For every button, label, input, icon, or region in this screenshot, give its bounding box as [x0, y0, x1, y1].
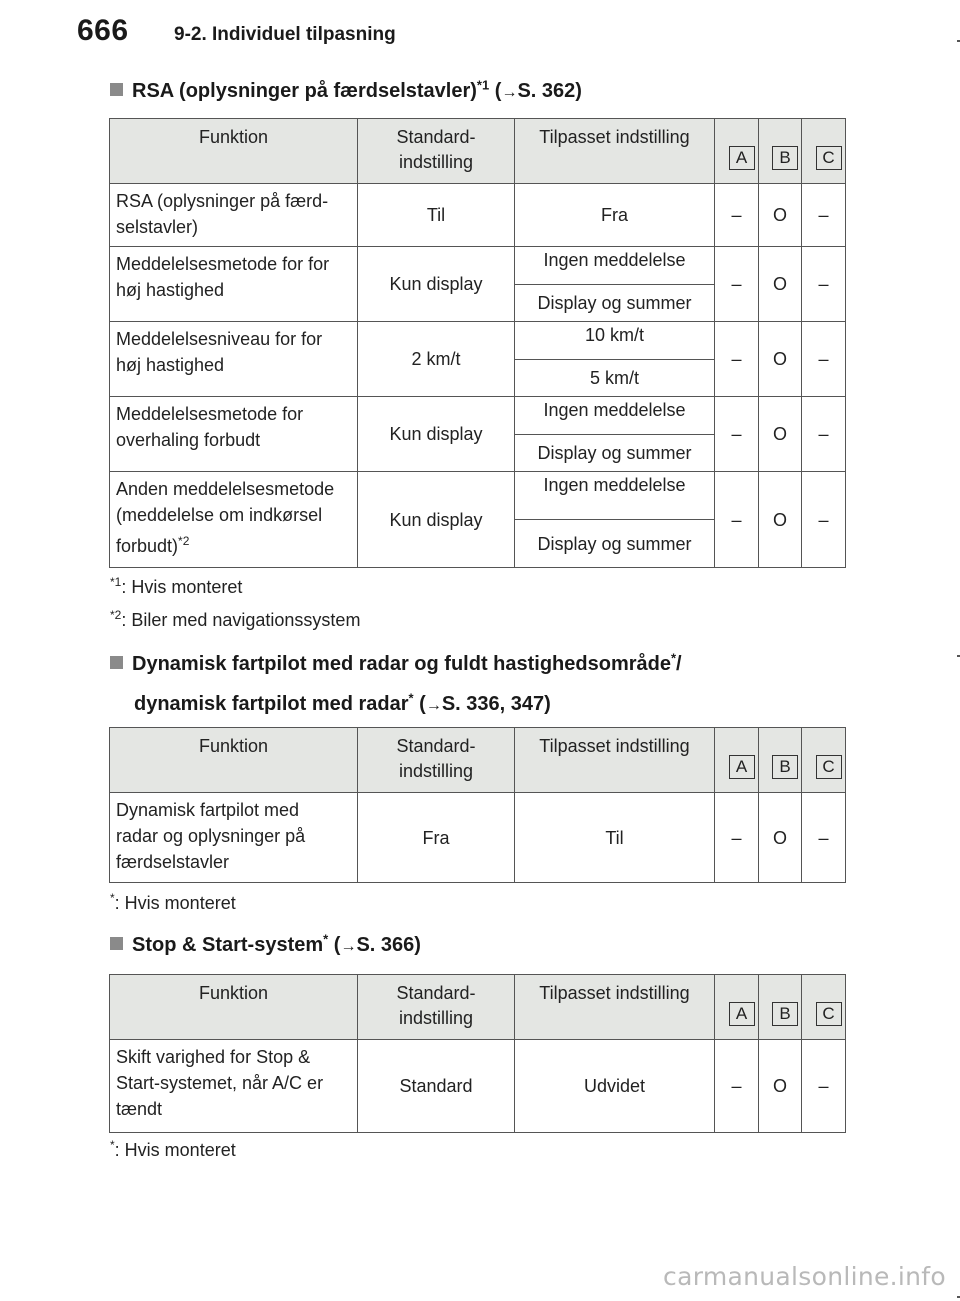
page-reference-link[interactable]: S. 336, 347) — [441, 693, 551, 715]
column-a-cell: – — [715, 472, 759, 568]
footnote: *: Hvis monteret — [110, 891, 236, 913]
col-standard: Standard- indstilling — [358, 975, 515, 1040]
running-header: 9-2. Individuel tilpasning — [174, 24, 396, 45]
default-value-cell: Fra — [358, 793, 515, 883]
column-a-cell: – — [715, 184, 759, 247]
default-value-cell: Til — [358, 184, 515, 247]
column-b-cell: O — [759, 472, 802, 568]
option-cell: Ingen meddelelse — [515, 472, 715, 520]
default-value-cell: Kun display — [358, 397, 515, 472]
col-a: A — [715, 119, 759, 184]
col-a: A — [715, 728, 759, 793]
column-b-cell: O — [759, 397, 802, 472]
column-c-cell: – — [802, 472, 846, 568]
option-cell: Ingen meddelelse — [515, 247, 715, 285]
default-value-cell: Standard — [358, 1040, 515, 1133]
column-a-cell: – — [715, 397, 759, 472]
col-b: B — [759, 119, 802, 184]
table-row — [110, 184, 846, 247]
function-cell: Meddelelsesmetode for for høj hastighed — [110, 247, 358, 322]
square-bullet-icon — [110, 83, 123, 96]
function-cell: Anden meddelelsesmetode (meddelelse om indkørsel forbudt)$^{*2}$ — [110, 472, 358, 568]
col-tilpasset: Tilpasset indstilling — [515, 975, 715, 1040]
option-cell: Ingen meddelelse — [515, 397, 715, 435]
column-c-cell: – — [802, 397, 846, 472]
arrow-right-icon: → — [340, 938, 357, 955]
option-cell: 10 km/t — [515, 322, 715, 360]
rsa-settings-table — [109, 118, 846, 568]
function-cell: RSA (oplysninger på færd- selstavler) — [110, 184, 358, 247]
column-b-cell: O — [759, 793, 802, 883]
col-a: A — [715, 975, 759, 1040]
default-value-cell: 2 km/t — [358, 322, 515, 397]
option-cell: Display og summer — [515, 435, 715, 472]
col-standard: Standard- indstilling — [358, 119, 515, 184]
page-reference-link[interactable]: S. 362) — [517, 80, 582, 102]
column-b-cell: O — [759, 322, 802, 397]
function-cell: Skift varighed for Stop & Start-systemet, når A/C er tændt — [110, 1040, 358, 1133]
stop-start-table — [109, 974, 846, 1133]
column-a-cell: – — [715, 793, 759, 883]
table-header-row — [110, 728, 846, 793]
function-cell: Meddelelsesniveau for for høj hastighed — [110, 322, 358, 397]
col-c: C — [802, 119, 846, 184]
default-value-cell: Kun display — [358, 247, 515, 322]
column-a-cell: – — [715, 1040, 759, 1133]
column-c-cell: – — [802, 247, 846, 322]
col-b: B — [759, 728, 802, 793]
column-b-cell: O — [759, 1040, 802, 1133]
table-row — [110, 397, 846, 435]
arrow-right-icon: → — [425, 697, 442, 714]
column-b-cell: O — [759, 247, 802, 322]
col-tilpasset: Tilpasset indstilling — [515, 119, 715, 184]
col-funktion: Funktion — [110, 728, 358, 793]
section1-heading: RSA (oplysninger på færdselstavler)$^{*1}$ (→S. 362) — [110, 76, 582, 108]
col-tilpasset: Tilpasset indstilling — [515, 728, 715, 793]
page-number: 666 — [77, 14, 129, 47]
table-row — [110, 322, 846, 360]
col-funktion: Funktion — [110, 975, 358, 1040]
column-c-cell: – — [802, 1040, 846, 1133]
column-c-cell: – — [802, 793, 846, 883]
option-cell: 5 km/t — [515, 360, 715, 397]
function-cell: Dynamisk fartpilot med radar og oplysninger på færdselstavler — [110, 793, 358, 883]
col-b: B — [759, 975, 802, 1040]
col-funktion: Funktion — [110, 119, 358, 184]
column-c-cell: – — [802, 184, 846, 247]
option-cell: Udvidet — [515, 1040, 715, 1133]
col-standard: Standard- indstilling — [358, 728, 515, 793]
footnote: $^{*1}$: Hvis monteret — [110, 575, 243, 597]
table-row — [110, 793, 846, 883]
table-row — [110, 1040, 846, 1133]
table-header-row — [110, 975, 846, 1040]
section3-heading: Stop & Start-system* (→S. 366) — [110, 930, 421, 962]
col-c: C — [802, 728, 846, 793]
column-b-cell: O — [759, 184, 802, 247]
page-reference-link[interactable]: S. 366) — [356, 934, 421, 956]
cruise-control-table — [109, 727, 846, 883]
column-a-cell: – — [715, 322, 759, 397]
col-c: C — [802, 975, 846, 1040]
footnote: *: Hvis monteret — [110, 1138, 236, 1160]
section2-heading: Dynamisk fartpilot med radar og fuldt hastighedsområde*/ dynamisk fartpilot med radar* (→S. 336, 347) — [110, 649, 682, 721]
column-c-cell: – — [802, 322, 846, 397]
table-header-row — [110, 119, 846, 184]
default-value-cell: Kun display — [358, 472, 515, 568]
option-cell: Display og summer — [515, 520, 715, 568]
option-cell: Til — [515, 793, 715, 883]
function-cell: Meddelelsesmetode for overhaling forbudt — [110, 397, 358, 472]
square-bullet-icon — [110, 656, 123, 669]
footnote: $^{*2}$: Biler med navigationssystem — [110, 608, 361, 630]
option-cell: Display og summer — [515, 285, 715, 322]
square-bullet-icon — [110, 937, 123, 950]
arrow-right-icon: → — [501, 84, 518, 101]
table-row — [110, 472, 846, 520]
column-a-cell: – — [715, 247, 759, 322]
option-cell: Fra — [515, 184, 715, 247]
watermark: carmanualsonline.info — [663, 1262, 946, 1291]
table-row — [110, 247, 846, 285]
